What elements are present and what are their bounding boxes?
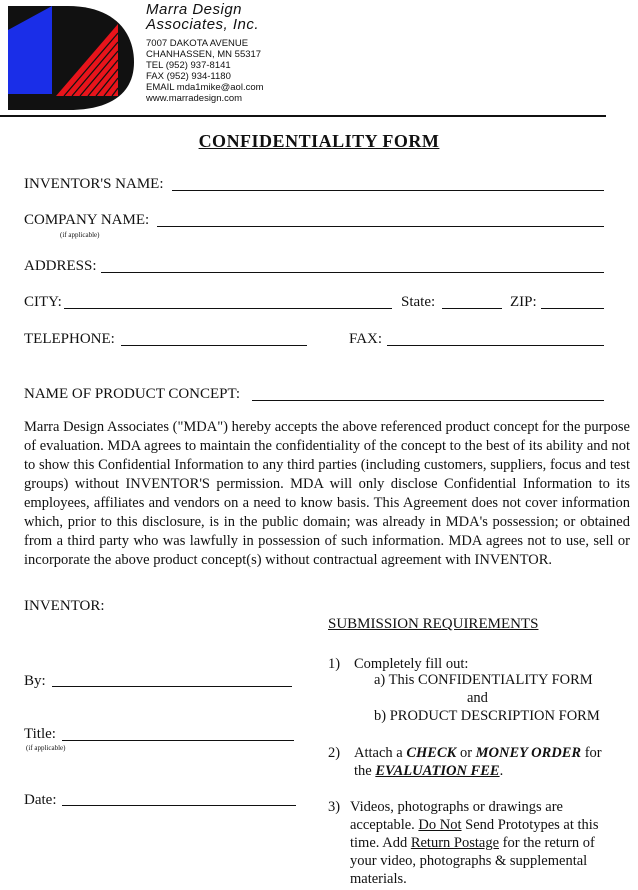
address-line: CHANHASSEN, MN 55317 bbox=[146, 49, 262, 60]
date-label: Date: bbox=[24, 792, 57, 808]
requirement-2-money-order: MONEY ORDER bbox=[475, 745, 582, 761]
address-label: ADDRESS: bbox=[24, 258, 97, 274]
requirement-2-for: for bbox=[581, 745, 602, 761]
requirement-2-check: CHECK bbox=[406, 745, 457, 761]
telephone-field[interactable] bbox=[121, 345, 307, 346]
submission-requirements-heading: SUBMISSION REQUIREMENTS bbox=[328, 616, 539, 632]
requirement-2-the: the bbox=[354, 763, 376, 779]
agreement-paragraph: Marra Design Associates ("MDA") hereby accepts the above referenced product concept for the purpose of evaluation. MDA agrees to maintain the confidentiality of the concept to the best of its ability and not to show this Confidential Information to any third parties (including customers, suppliers, focus and test groups) without INVENTOR'S permission. MDA will only disclose Confidential Information to its employees, affiliates and vendors on a need to know basis. This Agreement does not cover information which, prior to this disclosure, is in the public domain; was already in MDA's possession; or obtained from a third party who was lawfully in possession of such information. MDA agrees not to use, sell or incorporate the above product concept(s) without contractual agreement with INVENTOR. bbox=[24, 419, 630, 568]
requirement-3-line5: materials. bbox=[350, 871, 407, 887]
requirement-1-and: and bbox=[467, 690, 488, 706]
signature-title-field[interactable] bbox=[62, 740, 294, 741]
requirement-1b: b) PRODUCT DESCRIPTION FORM bbox=[374, 708, 600, 724]
header-divider bbox=[0, 115, 606, 117]
company-name-note: (if applicable) bbox=[60, 231, 100, 239]
company-name-field[interactable] bbox=[157, 226, 604, 227]
company-name-line2: Associates, Inc. bbox=[146, 16, 260, 33]
signature-by-field[interactable] bbox=[52, 686, 292, 687]
telephone-line: TEL (952) 937-8141 bbox=[146, 60, 231, 71]
requirement-2-or: or bbox=[456, 745, 476, 761]
website-line: www.marradesign.com bbox=[146, 93, 243, 104]
requirement-3-return-postage: Return Postage bbox=[410, 835, 500, 851]
requirement-3-line3 bbox=[350, 834, 595, 852]
fax-label: FAX: bbox=[349, 331, 383, 347]
address-field[interactable] bbox=[101, 272, 604, 273]
inventor-name-field[interactable] bbox=[172, 190, 604, 191]
product-concept-label: NAME OF PRODUCT CONCEPT: bbox=[24, 386, 241, 402]
company-name-label: COMPANY NAME: bbox=[24, 212, 150, 228]
requirement-3-line4: your video, photographs & supplemental bbox=[350, 853, 588, 869]
company-name-line1: Marra Design bbox=[146, 1, 243, 18]
fax-line: FAX (952) 934-1180 bbox=[146, 71, 231, 82]
requirement-3-line2 bbox=[350, 816, 598, 834]
requirement-3-prototypes: Send Prototypes at this bbox=[461, 817, 599, 833]
requirement-2-line2 bbox=[354, 762, 503, 780]
signature-title-label: Title: bbox=[24, 726, 56, 742]
form-title: CONFIDENTIALITY FORM bbox=[198, 131, 440, 151]
company-logo bbox=[6, 4, 136, 112]
telephone-label: TELEPHONE: bbox=[24, 331, 115, 347]
inventor-name-label: INVENTOR'S NAME: bbox=[24, 176, 164, 192]
requirement-3-do-not: Do Not bbox=[418, 817, 462, 833]
state-label: State: bbox=[401, 294, 436, 310]
requirement-2-period: . bbox=[499, 763, 504, 779]
date-field[interactable] bbox=[62, 805, 296, 806]
zip-label: ZIP: bbox=[510, 294, 537, 310]
requirement-2-line1 bbox=[354, 744, 602, 762]
email-line: EMAIL mda1mike@aol.com bbox=[146, 82, 264, 93]
city-field[interactable] bbox=[64, 308, 392, 309]
requirement-3-return-of: for the return of bbox=[499, 835, 595, 851]
address-line: 7007 DAKOTA AVENUE bbox=[146, 38, 249, 49]
signature-title-note: (if applicable) bbox=[26, 744, 66, 752]
zip-field[interactable] bbox=[541, 308, 604, 309]
fax-field[interactable] bbox=[387, 345, 604, 346]
requirement-3-line1: Videos, photographs or drawings are bbox=[350, 799, 563, 815]
inventor-label: INVENTOR: bbox=[24, 598, 105, 614]
product-concept-field[interactable] bbox=[252, 400, 604, 401]
requirement-3-number: 3) bbox=[328, 799, 341, 815]
state-field[interactable] bbox=[442, 308, 502, 309]
requirement-1-number: 1) bbox=[328, 656, 341, 672]
city-label: CITY: bbox=[24, 294, 62, 310]
requirement-2-evaluation-fee: EVALUATION FEE bbox=[375, 763, 500, 779]
requirement-1a: a) This CONFIDENTIALITY FORM bbox=[374, 672, 593, 688]
requirement-3-acceptable: acceptable. bbox=[350, 817, 419, 833]
requirement-2-number: 2) bbox=[328, 745, 341, 761]
requirement-1-text: Completely fill out: bbox=[354, 656, 469, 672]
requirement-2-attach: Attach a bbox=[354, 745, 407, 761]
requirement-3-add: time. Add bbox=[350, 835, 411, 851]
by-label: By: bbox=[24, 673, 46, 689]
company-name bbox=[146, 2, 259, 32]
company-address-block bbox=[146, 38, 264, 104]
